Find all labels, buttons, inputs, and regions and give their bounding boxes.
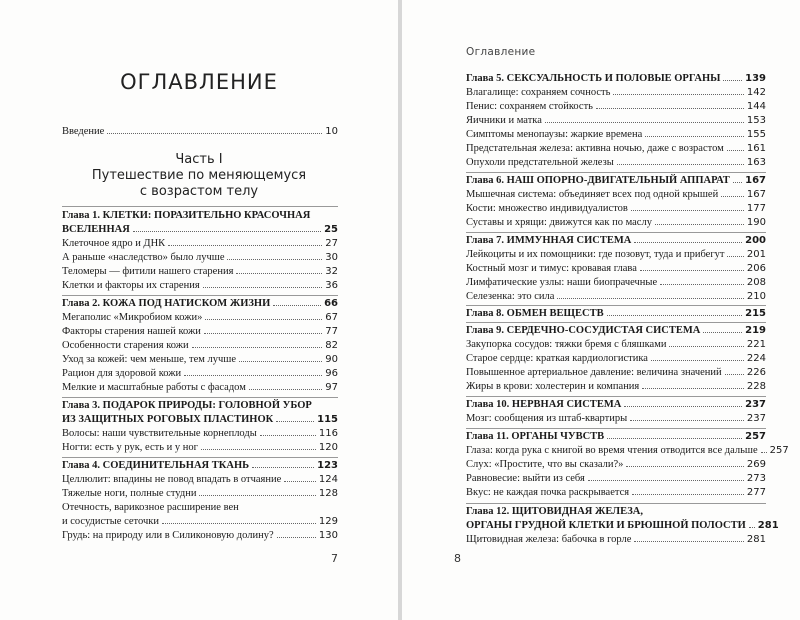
toc-page-number: 237 bbox=[745, 399, 766, 410]
leader-dots bbox=[634, 541, 743, 542]
toc-entry-label: Вкус: не каждая почка раскрывается bbox=[466, 487, 630, 498]
toc-page-number: 129 bbox=[318, 516, 338, 527]
toc-entry-label: Факторы старения нашей кожи bbox=[62, 326, 201, 337]
toc-entry-label: Опухоли предстательной железы bbox=[466, 157, 614, 168]
leader-dots bbox=[651, 360, 744, 361]
toc-chapter-9[interactable] bbox=[466, 324, 766, 338]
toc-entry[interactable] bbox=[466, 156, 766, 170]
toc-entry[interactable] bbox=[62, 529, 338, 543]
toc-page-number: 269 bbox=[746, 459, 766, 470]
chapter-1-title-line2: ВСЕЛЕННАЯ bbox=[62, 224, 130, 235]
chapter-divider bbox=[466, 322, 766, 323]
leader-dots bbox=[642, 388, 744, 389]
toc-page-number: 97 bbox=[325, 382, 338, 393]
chapter-title: Глава 8. ОБМЕН ВЕЩЕСТВ bbox=[466, 308, 604, 319]
leader-dots bbox=[761, 452, 767, 453]
toc-chapter-1[interactable] bbox=[62, 223, 338, 237]
leader-dots bbox=[284, 481, 316, 482]
toc-entry-label: Костный мозг и тимус: кровавая глава bbox=[466, 263, 637, 274]
toc-page-number: 210 bbox=[746, 291, 766, 302]
leader-dots bbox=[162, 523, 316, 524]
toc-entry-label: Уход за кожей: чем меньше, тем лучше bbox=[62, 354, 237, 365]
running-head: Оглавление bbox=[466, 46, 536, 58]
leader-dots bbox=[252, 467, 314, 468]
leader-dots bbox=[624, 406, 742, 407]
leader-dots bbox=[645, 136, 744, 137]
chapter-title: Глава 6. НАШ ОПОРНО-ДВИГАТЕЛЬНЫЙ АППАРАТ bbox=[466, 175, 730, 186]
chapter-divider bbox=[466, 503, 766, 504]
toc-page-number: 25 bbox=[324, 224, 338, 235]
toc-chapter-6[interactable] bbox=[466, 174, 766, 188]
toc-page-number: 281 bbox=[757, 520, 779, 531]
toc-page-number: 30 bbox=[325, 252, 338, 263]
chapter-title: Глава 11. ОРГАНЫ ЧУВСТВ bbox=[466, 431, 605, 442]
leader-dots bbox=[703, 332, 742, 333]
toc-entry[interactable] bbox=[62, 339, 338, 353]
toc-entry[interactable] bbox=[466, 352, 766, 366]
toc-entry-intro[interactable] bbox=[62, 125, 338, 139]
leader-dots bbox=[632, 494, 744, 495]
toc-entry[interactable] bbox=[466, 380, 766, 394]
leader-dots bbox=[203, 287, 323, 288]
leader-dots bbox=[277, 537, 316, 538]
toc-entry[interactable] bbox=[466, 262, 766, 276]
toc-page-number: 177 bbox=[746, 203, 766, 214]
chapter-12-title-line2: ОРГАНЫ ГРУДНОЙ КЛЕТКИ И БРЮШНОЙ ПОЛОСТИ bbox=[466, 520, 746, 531]
toc-chapter-11[interactable] bbox=[466, 430, 766, 444]
toc-page-number: 167 bbox=[746, 189, 766, 200]
toc-page-number: 273 bbox=[746, 473, 766, 484]
toc-entry-label: Кости: множество индивидуалистов bbox=[466, 203, 628, 214]
toc-page-number: 115 bbox=[317, 414, 338, 425]
page-number: 8 bbox=[454, 552, 461, 565]
leader-dots bbox=[607, 438, 742, 439]
leader-dots bbox=[727, 150, 744, 151]
toc-entry-label: Равновесие: выйти из себя bbox=[466, 473, 585, 484]
toc-entry[interactable] bbox=[466, 128, 766, 142]
leader-dots bbox=[613, 94, 744, 95]
leader-dots bbox=[260, 435, 316, 436]
left-page bbox=[0, 0, 398, 620]
toc-page-number: 130 bbox=[318, 530, 338, 541]
leader-dots bbox=[721, 196, 744, 197]
leader-dots bbox=[607, 315, 742, 316]
toc-entry-label: Предстательная железа: активна ночью, даже с возрастом bbox=[466, 143, 724, 154]
leader-dots bbox=[626, 466, 743, 467]
toc-page-number: 27 bbox=[325, 238, 338, 249]
toc-chapter-3[interactable] bbox=[62, 413, 338, 427]
toc-page-number: 142 bbox=[746, 87, 766, 98]
toc-page-number: 228 bbox=[746, 381, 766, 392]
toc-page-number: 257 bbox=[745, 431, 766, 442]
toc-entry-label: и сосудистые сеточки bbox=[62, 516, 159, 527]
toc-entry[interactable] bbox=[62, 473, 338, 487]
leader-dots bbox=[634, 242, 742, 243]
toc-entry[interactable] bbox=[62, 325, 338, 339]
toc-entry-label: Слух: «Простите, что вы сказали?» bbox=[466, 459, 624, 470]
leader-dots bbox=[199, 495, 315, 496]
toc-entry[interactable] bbox=[62, 381, 338, 395]
toc-entry[interactable] bbox=[466, 202, 766, 216]
toc-entry-label: Клеточное ядро и ДНК bbox=[62, 238, 166, 249]
leader-dots bbox=[588, 480, 744, 481]
leader-dots bbox=[276, 421, 314, 422]
toc-entry[interactable] bbox=[62, 427, 338, 441]
toc-entry-label: Волосы: наши чувствительные корнеплоды bbox=[62, 428, 257, 439]
toc-entry-line1[interactable]: Отечность, варикозное расширение вен bbox=[62, 502, 239, 513]
toc-entry[interactable] bbox=[62, 441, 338, 455]
toc-entry-label: Мышечная система: объединяет всех под одной крышей bbox=[466, 189, 719, 200]
chapter-divider bbox=[466, 232, 766, 233]
chapter-divider bbox=[62, 397, 338, 398]
toc-entry[interactable] bbox=[62, 251, 338, 265]
leader-dots bbox=[557, 298, 744, 299]
chapter-title: Глава 2. КОЖА ПОД НАТИСКОМ ЖИЗНИ bbox=[62, 298, 271, 309]
leader-dots bbox=[192, 347, 323, 348]
leader-dots bbox=[660, 284, 744, 285]
part-title-line1: Путешествие по меняющемуся bbox=[91, 168, 307, 183]
chapter-title: Глава 9. СЕРДЕЧНО-СОСУДИСТАЯ СИСТЕМА bbox=[466, 325, 701, 336]
toc-page-number: 144 bbox=[746, 101, 766, 112]
leader-dots bbox=[727, 256, 743, 257]
toc-entry-label: Закупорка сосудов: тяжки бремя с бляшками bbox=[466, 339, 667, 350]
toc-page-number: 77 bbox=[325, 326, 338, 337]
toc-entry-label: Лимфатические узлы: наши биопрачечные bbox=[466, 277, 658, 288]
toc-page-number: 10 bbox=[325, 126, 338, 137]
toc-entry-label: Тяжелые ноги, полные студни bbox=[62, 488, 197, 499]
toc-page-number: 123 bbox=[317, 460, 338, 471]
chapter-divider bbox=[62, 295, 338, 296]
leader-dots bbox=[239, 361, 322, 362]
page-title: ОГЛАВЛЕНИЕ bbox=[120, 70, 278, 94]
toc-page-number: 66 bbox=[324, 298, 338, 309]
leader-dots bbox=[725, 374, 744, 375]
chapter-divider bbox=[466, 396, 766, 397]
toc-entry[interactable] bbox=[466, 338, 766, 352]
chapter-title: Глава 7. ИММУННАЯ СИСТЕМА bbox=[466, 235, 632, 246]
toc-chapter-12[interactable] bbox=[466, 519, 779, 533]
toc-entry-label: Глаза: когда рука с книгой во время чтения отводится все дальше bbox=[466, 445, 758, 456]
toc-entry[interactable] bbox=[466, 142, 766, 156]
toc-page-number: 161 bbox=[746, 143, 766, 154]
toc-page-number: 200 bbox=[745, 235, 766, 246]
toc-chapter-4[interactable] bbox=[62, 459, 338, 473]
chapter-divider bbox=[466, 428, 766, 429]
leader-dots bbox=[617, 164, 744, 165]
part-heading bbox=[0, 152, 398, 200]
page-number: 7 bbox=[331, 552, 338, 565]
toc-page-number: 190 bbox=[746, 217, 766, 228]
chapter-divider bbox=[62, 457, 338, 458]
toc-entry-label: Целлюлит: впадины не повод впадать в отчаяние bbox=[62, 474, 282, 485]
toc-entry-label: Теломеры — фитили нашего старения bbox=[62, 266, 234, 277]
toc-page-number: 90 bbox=[325, 354, 338, 365]
toc-entry[interactable] bbox=[62, 279, 338, 293]
toc-entry[interactable] bbox=[466, 188, 766, 202]
leader-dots bbox=[184, 375, 322, 376]
toc-chapter-2[interactable] bbox=[62, 297, 338, 311]
toc-page-number: 206 bbox=[746, 263, 766, 274]
toc-page-number: 96 bbox=[325, 368, 338, 379]
toc-page-number: 155 bbox=[746, 129, 766, 140]
toc-page-number: 167 bbox=[745, 175, 766, 186]
toc-entry-label: Яичники и матка bbox=[466, 115, 542, 126]
toc-entry-label: Мелкие и масштабные работы с фасадом bbox=[62, 382, 246, 393]
toc-page-number: 215 bbox=[745, 308, 766, 319]
toc-entry[interactable] bbox=[62, 515, 338, 529]
toc-page-number: 82 bbox=[325, 340, 338, 351]
leader-dots bbox=[201, 449, 316, 450]
toc-page-number: 226 bbox=[746, 367, 766, 378]
toc-entry-label: Селезенка: это сила bbox=[466, 291, 555, 302]
leader-dots bbox=[723, 80, 742, 81]
toc-entry-label: Введение bbox=[62, 126, 105, 137]
chapter-1-title-line1[interactable]: Глава 1. КЛЕТКИ: ПОРАЗИТЕЛЬНО КРАСОЧНАЯ bbox=[62, 210, 311, 221]
toc-entry-label: Щитовидная железа: бабочка в горле bbox=[466, 534, 632, 545]
toc-page-number: 163 bbox=[746, 157, 766, 168]
toc-page-number: 201 bbox=[746, 249, 766, 260]
toc-page-number: 36 bbox=[325, 280, 338, 291]
toc-page-number: 124 bbox=[318, 474, 338, 485]
part-number: Часть I bbox=[175, 152, 223, 167]
toc-entry-label: Пенис: сохраняем стойкость bbox=[466, 101, 593, 112]
toc-page-number: 116 bbox=[318, 428, 338, 439]
leader-dots bbox=[749, 527, 755, 528]
toc-entry[interactable] bbox=[466, 486, 766, 500]
toc-entry[interactable] bbox=[62, 265, 338, 279]
toc-chapter-7[interactable] bbox=[466, 234, 766, 248]
toc-page-number: 153 bbox=[746, 115, 766, 126]
leader-dots bbox=[133, 231, 321, 232]
toc-page-number: 128 bbox=[318, 488, 338, 499]
chapter-divider bbox=[62, 206, 338, 207]
toc-entry-label: Старое сердце: краткая кардиологистика bbox=[466, 353, 648, 364]
chapter-divider bbox=[466, 172, 766, 173]
toc-page-number: 67 bbox=[325, 312, 338, 323]
toc-page-number: 281 bbox=[746, 534, 766, 545]
leader-dots bbox=[545, 122, 744, 123]
toc-chapter-5[interactable] bbox=[466, 72, 766, 86]
toc-entry-label: Суставы и хрящи: движутся как по маслу bbox=[466, 217, 652, 228]
leader-dots bbox=[630, 420, 744, 421]
leader-dots bbox=[204, 333, 322, 334]
toc-page-number: 139 bbox=[745, 73, 766, 84]
leader-dots bbox=[227, 259, 322, 260]
leader-dots bbox=[205, 319, 322, 320]
toc-entry[interactable] bbox=[466, 472, 766, 486]
toc-entry[interactable] bbox=[466, 366, 766, 380]
toc-entry[interactable] bbox=[466, 412, 766, 426]
toc-entry[interactable] bbox=[466, 276, 766, 290]
toc-entry[interactable] bbox=[466, 114, 766, 128]
toc-entry-label: Клетки и факторы их старения bbox=[62, 280, 200, 291]
toc-entry[interactable] bbox=[466, 533, 766, 547]
toc-entry[interactable] bbox=[466, 248, 766, 262]
toc-entry[interactable] bbox=[62, 487, 338, 501]
toc-entry[interactable] bbox=[466, 100, 766, 114]
leader-dots bbox=[273, 305, 321, 306]
chapter-3-title-line1[interactable]: Глава 3. ПОДАРОК ПРИРОДЫ: ГОЛОВНОЙ УБОР bbox=[62, 400, 312, 411]
toc-entry-label: Повышенное артериальное давление: величина значений bbox=[466, 367, 722, 378]
chapter-title: Глава 10. НЕРВНАЯ СИСТЕМА bbox=[466, 399, 622, 410]
right-page bbox=[402, 0, 800, 620]
toc-entry-label: Грудь: на природу или в Силиконовую долину? bbox=[62, 530, 274, 541]
toc-entry-label: Особенности старения кожи bbox=[62, 340, 189, 351]
part-title-line2: с возрастом телу bbox=[139, 184, 259, 199]
toc-page-number: 32 bbox=[325, 266, 338, 277]
toc-entry-label: Симптомы менопаузы: жаркие времена bbox=[466, 129, 643, 140]
leader-dots bbox=[655, 224, 744, 225]
leader-dots bbox=[249, 389, 322, 390]
leader-dots bbox=[669, 346, 743, 347]
leader-dots bbox=[236, 273, 322, 274]
leader-dots bbox=[733, 182, 742, 183]
toc-entry-label: Лейкоциты и их помощники: где позовут, туда и прибегут bbox=[466, 249, 725, 260]
chapter-12-title-line1[interactable]: Глава 12. ЩИТОВИДНАЯ ЖЕЛЕЗА, bbox=[466, 506, 643, 517]
toc-entry-label: А раньше «наследство» было лучше bbox=[62, 252, 225, 263]
toc-entry[interactable] bbox=[466, 458, 766, 472]
toc-entry-label: Мегаполис «Микробиом кожи» bbox=[62, 312, 203, 323]
toc-page-number: 120 bbox=[318, 442, 338, 453]
toc-entry[interactable] bbox=[62, 367, 338, 381]
leader-dots bbox=[596, 108, 744, 109]
toc-entry-label: Рацион для здоровой кожи bbox=[62, 368, 182, 379]
toc-entry[interactable] bbox=[466, 444, 789, 458]
toc-entry-label: Жиры в крови: холестерин и компания bbox=[466, 381, 640, 392]
toc-entry[interactable] bbox=[466, 86, 766, 100]
toc-page-number: 237 bbox=[746, 413, 766, 424]
toc-entry[interactable] bbox=[466, 290, 766, 304]
toc-page-number: 208 bbox=[746, 277, 766, 288]
chapter-divider bbox=[466, 305, 766, 306]
toc-entry[interactable] bbox=[62, 311, 338, 325]
leader-dots bbox=[107, 133, 322, 134]
toc-page-number: 277 bbox=[746, 487, 766, 498]
chapter-title: Глава 4. СОЕДИНИТЕЛЬНАЯ ТКАНЬ bbox=[62, 460, 250, 471]
leader-dots bbox=[640, 270, 744, 271]
toc-entry-label: Ногти: есть у рук, есть и у ног bbox=[62, 442, 198, 453]
toc-entry[interactable] bbox=[466, 216, 766, 230]
toc-entry-label: Мозг: сообщения из штаб-квартиры bbox=[466, 413, 628, 424]
toc-entry[interactable] bbox=[62, 353, 338, 367]
leader-dots bbox=[168, 245, 322, 246]
leader-dots bbox=[631, 210, 744, 211]
toc-page-number: 219 bbox=[745, 325, 766, 336]
toc-chapter-8[interactable] bbox=[466, 307, 766, 321]
toc-page-number: 224 bbox=[746, 353, 766, 364]
toc-page-number: 221 bbox=[746, 339, 766, 350]
toc-entry-label: Влагалище: сохраняем сочность bbox=[466, 87, 611, 98]
toc-page-number: 257 bbox=[769, 445, 789, 456]
toc-entry[interactable] bbox=[62, 237, 338, 251]
chapter-3-title-line2: ИЗ ЗАЩИТНЫХ РОГОВЫХ ПЛАСТИНОК bbox=[62, 414, 274, 425]
chapter-title: Глава 5. СЕКСУАЛЬНОСТЬ И ПОЛОВЫЕ ОРГАНЫ bbox=[466, 73, 721, 84]
toc-chapter-10[interactable] bbox=[466, 398, 766, 412]
